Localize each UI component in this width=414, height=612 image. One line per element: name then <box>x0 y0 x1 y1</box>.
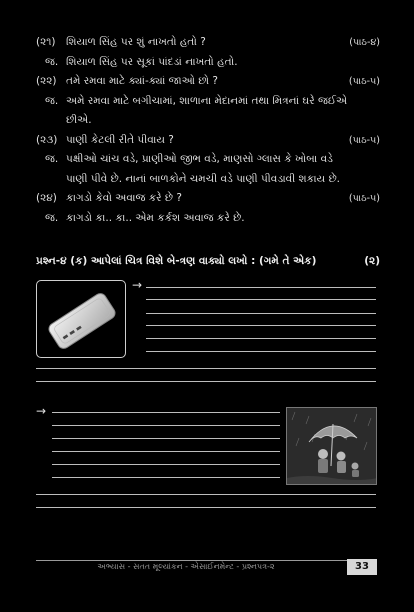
qa-list <box>36 33 380 228</box>
phone-icon <box>37 281 126 358</box>
answer-line[interactable] <box>52 412 280 413</box>
answer-text: શિયાળ સિંહ પર સૂકાં પાંદડાં નાખતો હતો. <box>66 55 238 68</box>
arrow-icon: → <box>36 404 47 418</box>
answer-line[interactable] <box>52 438 280 439</box>
footer-text: અભ્યાસ - સતત મૂલ્યાંકન - એસાઈનમેન્ટ - પ્રશ્નપત્ર-૨ <box>97 562 275 571</box>
answer-line[interactable] <box>36 494 376 495</box>
question-row <box>36 72 380 92</box>
answer-mark: જ. <box>45 153 59 165</box>
question-row <box>36 33 380 53</box>
question-row <box>36 189 380 209</box>
question-text: પાણી કેટલી રીતે પીવાય ? <box>66 133 174 146</box>
answer-line[interactable] <box>146 299 376 300</box>
answer-line[interactable] <box>52 477 280 478</box>
answer-mark: જ. <box>45 55 59 68</box>
question-number: (૨૪) <box>36 192 57 204</box>
question-text: તમે રમવા માટે ક્યાં-ક્યાં જાઓ છો ? <box>66 75 218 87</box>
arrow-icon: → <box>132 278 143 292</box>
answer-row <box>36 150 380 170</box>
answer-line[interactable] <box>36 381 376 382</box>
page-number: 33 <box>347 559 377 575</box>
answer-line[interactable] <box>146 325 376 326</box>
phone-picture <box>36 280 126 358</box>
answer-mark: જ. <box>45 211 59 224</box>
section-heading <box>36 255 380 268</box>
rain-children-picture <box>286 407 377 485</box>
answer-line[interactable] <box>36 507 376 508</box>
question-row <box>36 131 380 151</box>
answer-row <box>36 170 380 190</box>
question-number: (૨૧) <box>36 36 56 48</box>
question-text: શિયાળ સિંહ પર શું નાખતો હતો ? <box>66 36 206 48</box>
answer-line[interactable] <box>52 464 280 465</box>
lesson-ref: (પાઠ-૫) <box>348 76 380 87</box>
section-marks: (૨) <box>364 255 380 267</box>
answer-mark: જ. <box>45 94 59 107</box>
footer-rule <box>36 560 376 561</box>
answer-text: છીએ. <box>66 114 92 126</box>
lesson-ref: (પાઠ-૫) <box>348 134 380 146</box>
answer-line[interactable] <box>146 313 376 314</box>
lesson-ref: (પાઠ-૫) <box>348 193 380 204</box>
answer-text: અમે રમવા માટે બગીચામાં, શાળાના મેદાનમાં તથા મિત્રનાં ઘરે જઈએ <box>66 94 348 107</box>
section-title-text: પ્રશ્ન-૪ (ક) આપેલાં ચિત્ર વિશે બે-ત્રણ વાક્યો લખો : (ગમે તે એક) <box>36 255 317 267</box>
answer-text: કાગડો કા.. કા.. એમ કર્કશ અવાજ કરે છે. <box>66 211 245 224</box>
lesson-ref: (પાઠ-૪) <box>349 37 380 48</box>
answer-row <box>36 53 380 73</box>
answer-text: પક્ષીઓ ચાંચ વડે, પ્રાણીઓ જીભ વડે, માણસો ગ્લાસ કે ખોબા વડે <box>66 153 333 165</box>
answer-line[interactable] <box>52 451 280 452</box>
answer-text: પાણી પીવે છે. નાનાં બાળકોને ચમચી વડે પાણી પીવડાવી શકાય છે. <box>66 172 341 185</box>
answer-row <box>36 111 380 131</box>
answer-row <box>36 209 380 229</box>
answer-line[interactable] <box>146 338 376 339</box>
answer-line[interactable] <box>146 351 376 352</box>
answer-row <box>36 92 380 112</box>
answer-line[interactable] <box>36 368 376 369</box>
answer-line[interactable] <box>146 287 376 288</box>
question-number: (૨૨) <box>36 75 57 87</box>
question-number: (૨૩) <box>36 133 58 146</box>
question-text: કાગડો કેવો અવાજ કરે છે ? <box>66 192 182 204</box>
answer-line[interactable] <box>52 425 280 426</box>
umbrella-children-icon <box>287 408 377 485</box>
